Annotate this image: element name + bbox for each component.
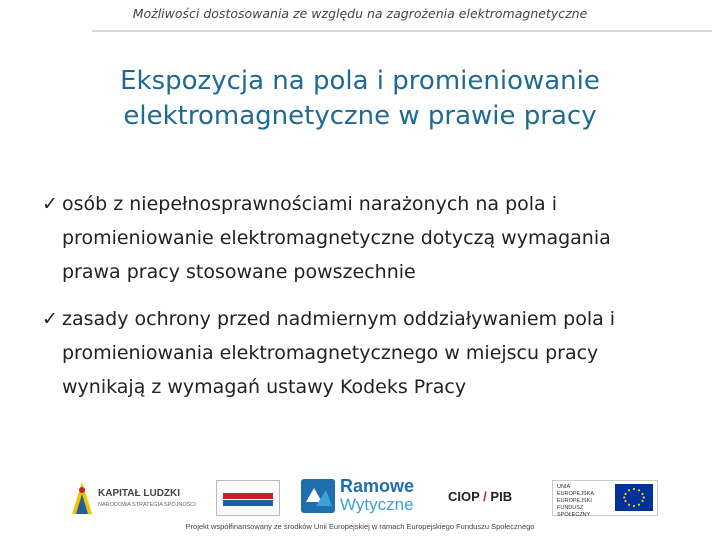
ciop-text: CIOP [448,489,480,504]
bullet-line: promieniowanie elektromagnetyczne dotyczą wymagania [62,227,611,249]
partner-logo-stripe [223,500,273,506]
bullet-line: prawa pracy stosowane powszechnie [62,261,416,283]
partner-logo-stripe [223,493,273,499]
ramowe-wytyczne-logo [300,476,426,520]
header-title: Możliwości dostosowania ze względu na zagrożenia elektromagnetyczne [132,6,588,21]
ramowe-wytyczne-mark-icon [300,478,336,514]
slide-title-line-2: elektromagnetyczne w prawie pracy [123,101,597,131]
bullet-line: promieniowania elektromagnetycznego w miejscu pracy [62,342,599,364]
eu-label: UNIA EUROPEJSKA EUROPEJSKI FUNDUSZ SPOŁECZNY [557,484,594,518]
bullet-line: osób z niepełnosprawnościami narażonych na pola i [62,193,558,215]
kapital-ludzki-emblem-icon [70,480,94,516]
pib-text: PIB [490,489,513,504]
ramowe-wytyczne-line-2: Wytyczne [340,495,414,514]
checkmark-icon: ✓ [42,193,58,215]
bullet-item-2 [42,302,682,404]
footer-logos [0,470,720,540]
bullet-line: zasady ochrony przed nadmiernym oddziaływaniem pola i [62,308,616,330]
partner-logo [216,480,280,516]
kapital-ludzki-name: KAPITAŁ LUDZKI [98,488,181,499]
slide-title-line-1: Ekspozycja na pola i promieniowanie [120,66,600,96]
slide-title [40,64,680,134]
bullet-line: wynikają z wymagań ustawy Kodeks Pracy [62,376,467,398]
header-divider [92,30,712,32]
checkmark-icon: ✓ [42,308,58,330]
ciop-pib-separator: / [479,489,491,504]
ramowe-wytyczne-line-1: Ramowe [340,476,415,496]
bullet-text [62,302,682,404]
footer-cofinancing-note: Projekt współfinansowany ze środków Unii Europejskiej w ramach Europejskiego Funduszu Społecznego [185,522,535,531]
bullet-item-1 [42,187,682,289]
ciop-pib-logo [448,486,540,508]
bullet-text [62,187,682,289]
eu-flag-icon [615,484,653,511]
kapital-ludzki-subtitle: NARODOWA STRATEGIA SPÓJNOŚCI [98,502,196,508]
eu-logo [552,480,658,516]
kapital-ludzki-logo [70,476,196,520]
